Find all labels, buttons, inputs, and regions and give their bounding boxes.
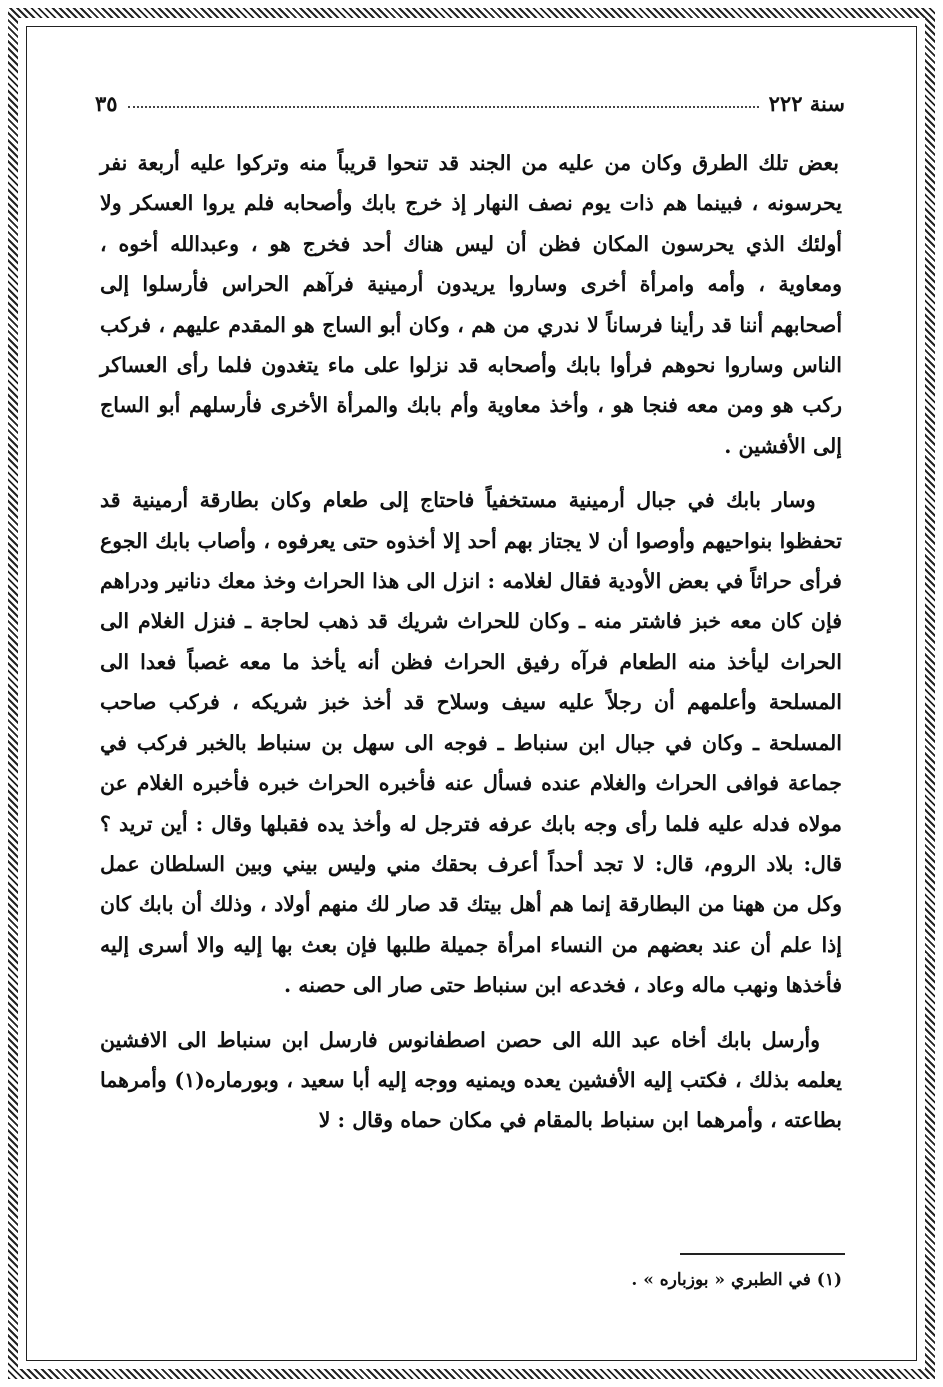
footnote-separator [680, 1253, 845, 1255]
text-line: وخذ معك دنانير ودراهم فإن كان معه خبز فاشتر منه ـ وكان للحراث شريك قد [100, 569, 842, 634]
text-line: بابك الجوع فرأى حراثاً في بعض الأودية فقال لغلامه : انزل الى هذا الحراث [100, 528, 842, 594]
text-line: أعرف بحقك مني وليس بيني وبين السلطان عمل وكل من ههنا من البطارقة إنما هم [100, 851, 842, 917]
paragraph-3 [100, 1020, 842, 1141]
text-line: فأرسلهم أبو الساج إلى الأفشين . [100, 393, 842, 458]
text-line: بعض تلك الطرق وكان من عليه من الجند قد تنحوا قريباً منه وتركوا عليه أربعة نفر [100, 151, 839, 175]
text-line: سهل بن سنباط بالخبر فركب في جماعة فوافى الحراث والغلام عنده فسأل عنه [100, 730, 842, 796]
text-line: أهل بيتك قد صار لك منهم أولاد ، وذلك أن بابك كان إذا علم أن عند بعضهم من [100, 892, 843, 957]
text-line: وأرسل بابك أخاه عبد الله الى حصن اصطفانوس فارسل ابن سنباط الى [167, 1027, 820, 1052]
text-line: تحفظوا بنواحيهم وأوصوا أن لا يجتاز بهم أحد إلا أخذوه حتى يعرفوه ، وأصاب [190, 528, 842, 553]
text-line: وبورماره(١) وأمرهما بطاعته ، وأمرهما ابن سنباط بالمقام في مكان حماه وقال : لا [100, 1067, 842, 1133]
text-line: فأخبره الحراث خبره فأخبره الغلام عن مولاه فدله عليه فلما رأى وجه بابك عرفه [100, 771, 842, 836]
text-line: ذهب لحاجة ـ فنزل الغلام الى الحراث ليأخذ منه الطعام فرآه رفيق الحراث فظن أنه [100, 609, 842, 674]
header-dotted-leader [128, 106, 759, 108]
body-text [100, 143, 842, 1141]
text-line: إلى أصحابهم أننا قد رأينا فرساناً لا ندري من هم ، وكان أبو الساج هو المقدم [100, 272, 843, 337]
text-line: الافشين يعلمه بذلك ، فكتب إليه الأفشين يعده ويمنيه ووجه إليه أبا سعيد ، [100, 1027, 842, 1092]
text-line: فخدعه ابن سنباط حتى صار الى حصنه . [283, 973, 626, 998]
text-line: يحرسونه ، فبينما هم ذات يوم نصف النهار إذ خرج بابك وأصحابه فلم يروا العسكر [121, 191, 842, 216]
text-line: فلما رأى العساكر ركب هو ومن معه فنجا هو ، وأخذ معاوية وأم بابك والمرأة الأخرى [100, 353, 842, 418]
page-number: ٣٥ [95, 91, 118, 116]
text-line: ولا أولئك الذي يحرسون المكان فظن أن ليس هناك أحد فخرج هو ، وعبدالله [100, 191, 842, 256]
header-year: سنة ٢٢٢ [768, 91, 845, 116]
text-line: النساء امرأة جميلة طلبها فإن بعث بها إليه والا أسرى إليه فأخذها ونهب ماله وعاد ، [100, 932, 842, 998]
text-line: وسار بابك في جبال أرمينية مستخفياً فاحتاج إلى طعام وكان بطارقة أرمينية قد [100, 488, 816, 513]
running-header [95, 80, 845, 116]
paragraph-1 [100, 143, 842, 466]
text-line: خبز شريكه ، فركب صاحب المسلحة ـ وكان في جبال ابن سنباط ـ فوجه الى [100, 690, 842, 755]
footnote: (١) في الطبري « بوزباره » . [631, 1270, 842, 1290]
text-line: عليهم ، فركب الناس وساروا نحوهم فرأوا بابك وأصحابه قد نزلوا على ماء يتغدون [100, 312, 842, 378]
text-line: فترجل له وأخذ يده فقبلها وقال : أين تريد ؟ قال: بلاد الروم، قال: لا تجد أحداً [100, 811, 842, 876]
paragraph-2 [100, 480, 842, 1005]
text-line: يأخذ ما معه غصباً فعدا الى المسلحة وأعلمهم أن رجلاً عليه سيف وسلاح قد أخذ [100, 649, 843, 715]
text-line: أخوه ، ومعاوية ، وأمه وامرأة أخرى وساروا يريدون أرمينية فرآهم الحراس فأرسلوا [100, 231, 842, 297]
